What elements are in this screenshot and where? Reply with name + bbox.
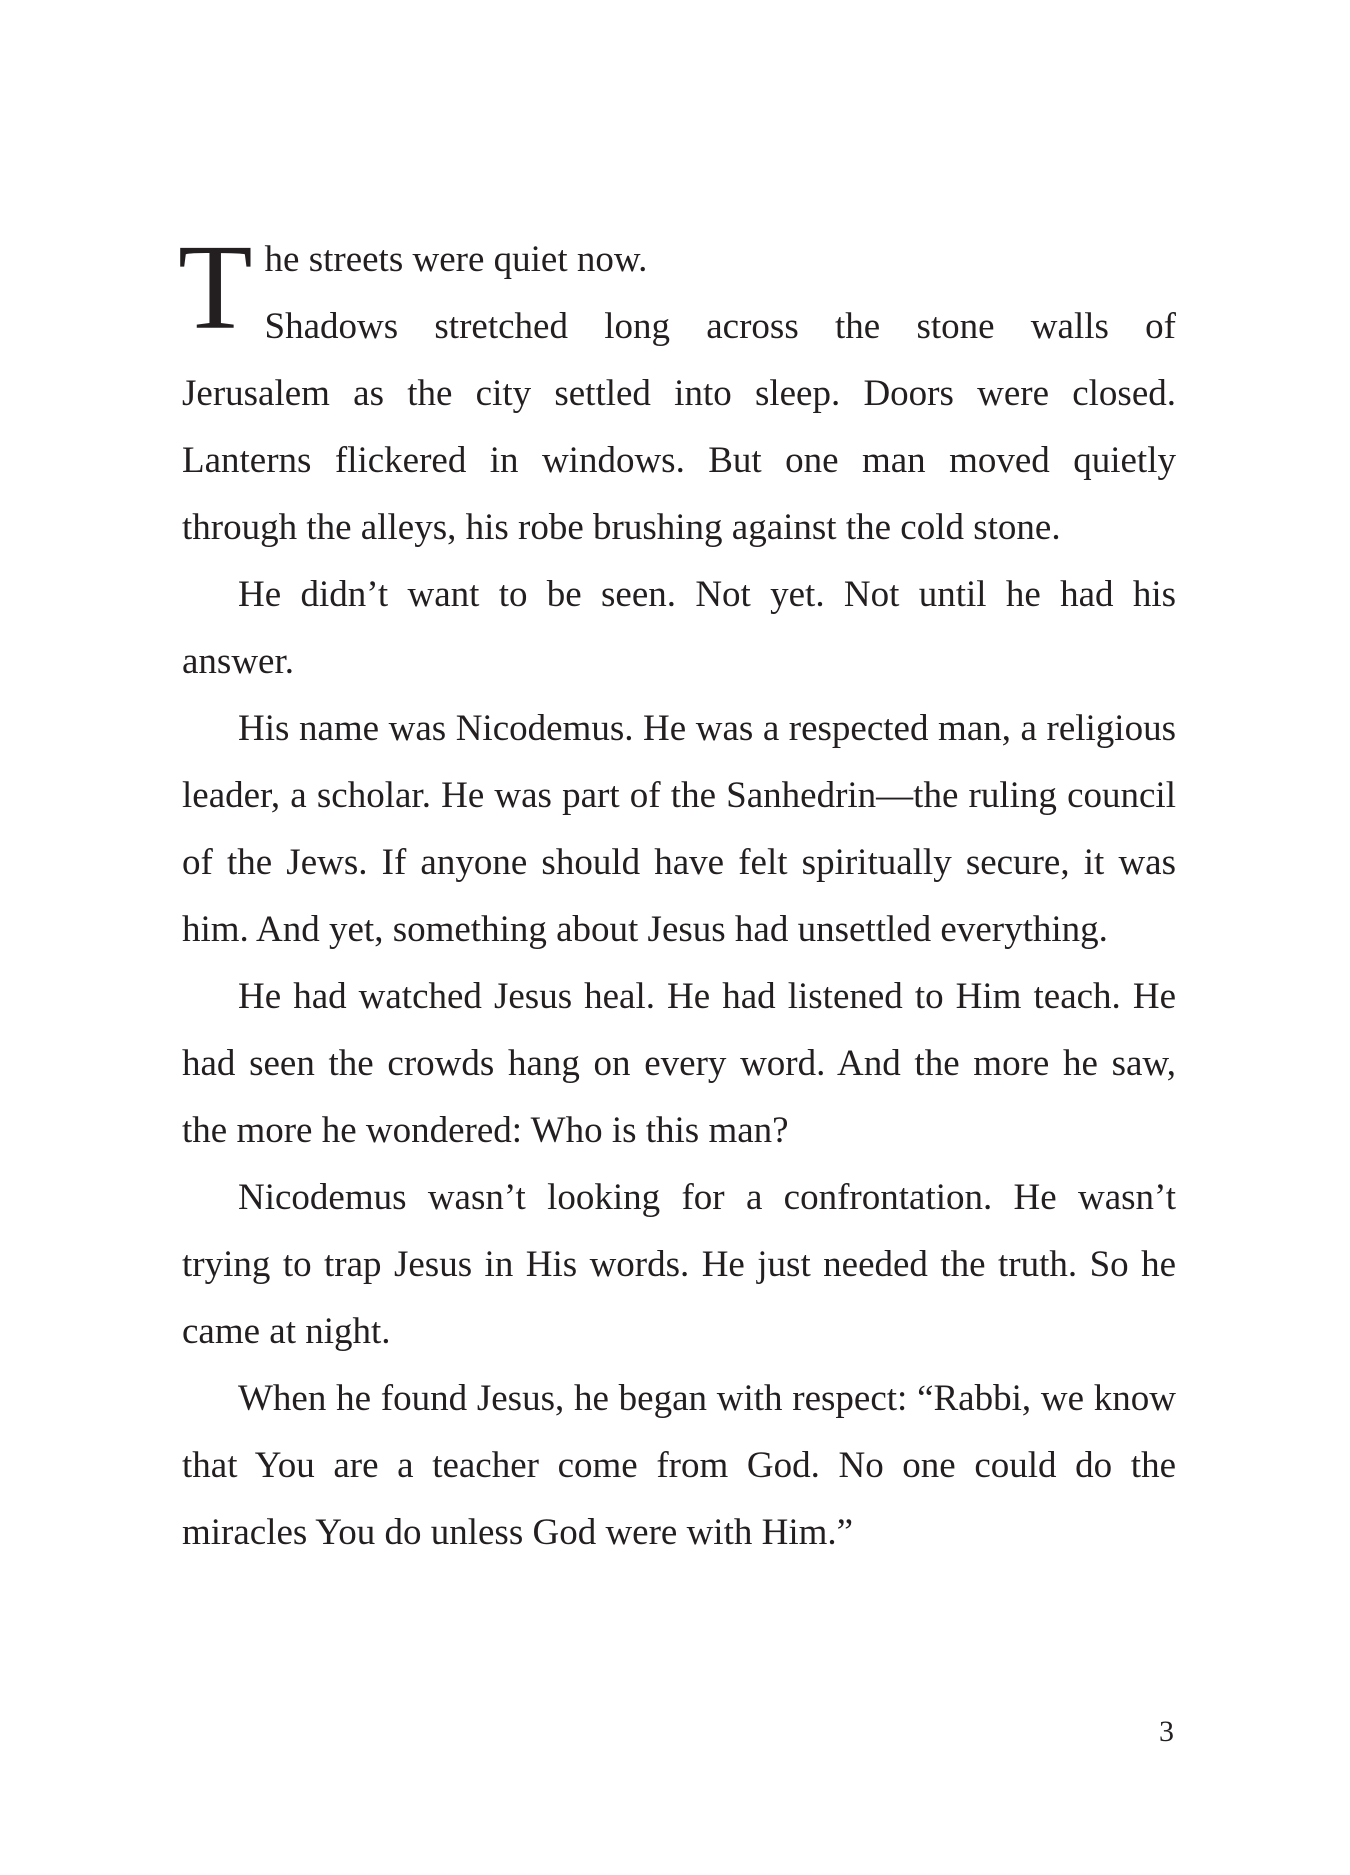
page-number: 3 [1159, 1715, 1174, 1748]
paragraph-2: He didn’t want to be seen. Not yet. Not until he had his answer. [182, 574, 1176, 682]
paragraph-5: Nicodemus wasn’t looking for a confrontation. He wasn’t trying to trap Jesus in His words. He just needed the truth. So he came at night. [182, 1177, 1176, 1352]
drop-cap: T [178, 220, 253, 355]
paragraph-4: He had watched Jesus heal. He had listened to Him teach. He had seen the crowds hang on every word. And the more he saw, the more he wondered: Who is this man? [182, 976, 1176, 1151]
paragraph-3: His name was Nicodemus. He was a respected man, a religious leader, a scholar. He was part of the Sanhedrin—the ruling council of the Jews. If anyone should have felt spiritually secure, it was him. And yet, something about Jesus had unsettled everything. [182, 708, 1176, 950]
opening-paragraph [178, 220, 1176, 360]
body-text [178, 220, 1176, 1566]
opening-line: he streets were quiet now. [264, 239, 648, 280]
paragraph-1-continuation: Jerusalem as the city settled into sleep. Doors were closed. Lanterns flickered in windows. But one man moved quietly through the alleys, his robe brushing against the cold stone. [182, 373, 1176, 548]
paragraph-6: When he found Jesus, he began with respect: “Rabbi, we know that You are a teacher come from God. No one could do the miracles You do unless God were with Him.” [182, 1378, 1176, 1553]
opening-second-line: Shadows stretched long across the stone walls of [264, 306, 1176, 347]
